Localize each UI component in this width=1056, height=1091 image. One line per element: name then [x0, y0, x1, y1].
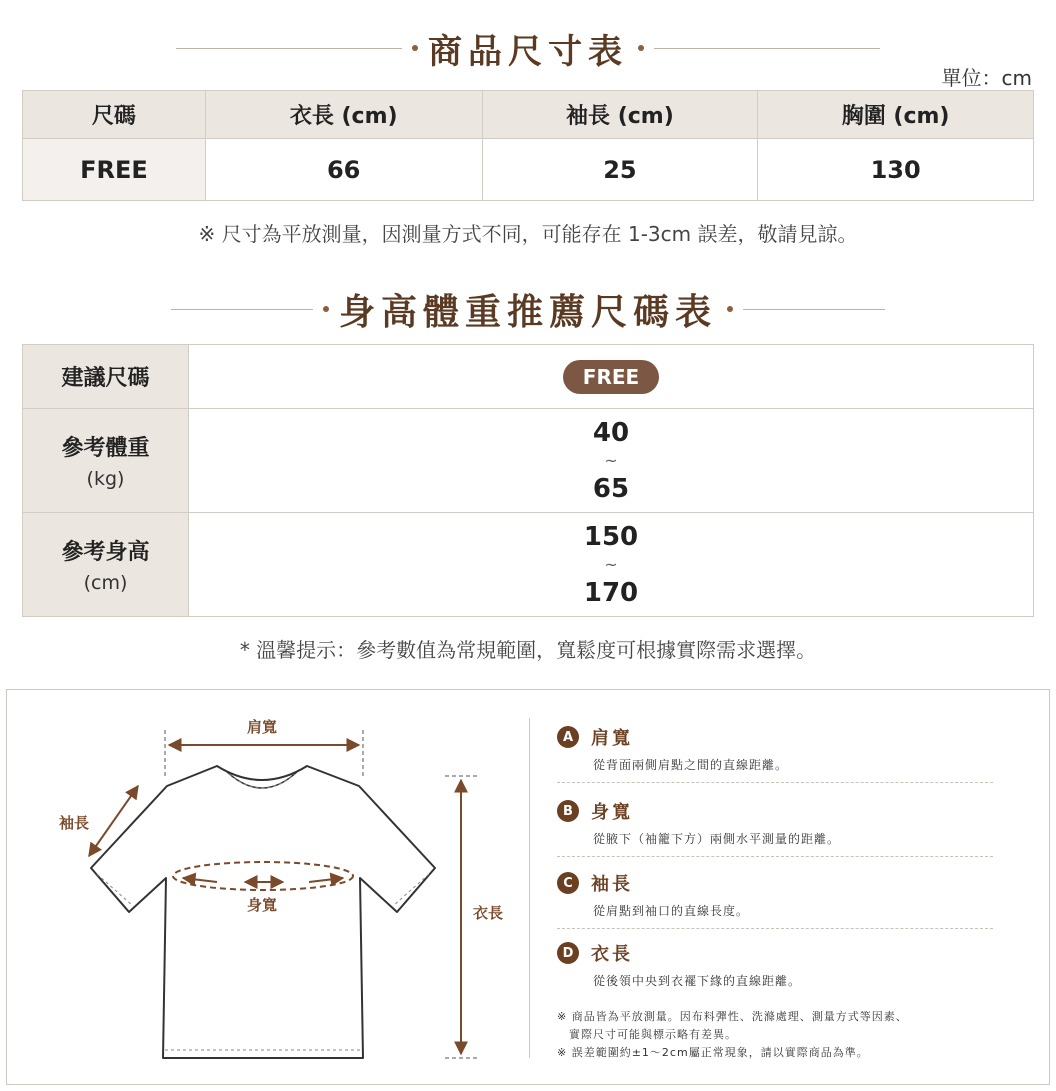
legend-desc: 從肩點到袖口的直線長度。	[593, 904, 750, 918]
title-dot-left	[412, 45, 418, 51]
table-row	[23, 513, 1034, 617]
title-divider-left	[176, 48, 402, 49]
size-badge: FREE	[563, 360, 659, 394]
legend-badge: D	[557, 942, 579, 964]
size-chart-title-bar	[0, 24, 1056, 72]
shoulder-label: 肩寬	[247, 718, 278, 736]
legend-title: 衣長	[591, 944, 633, 965]
list-item	[557, 870, 993, 919]
legend-desc: 從後領中央到衣襬下緣的直線距離。	[593, 974, 802, 988]
sleeve-cell: 25	[482, 139, 758, 201]
height-label: 參考身高	[61, 540, 150, 565]
title-divider-left	[171, 309, 313, 310]
table-row	[23, 409, 1034, 513]
unit-label: 單位：cm	[941, 66, 1032, 90]
height-min: 150	[583, 521, 639, 552]
legend-divider	[557, 782, 993, 783]
weight-label-cell	[23, 409, 189, 513]
diagram-divider	[529, 718, 530, 1058]
size-table-header: 袖長 (cm)	[482, 91, 758, 139]
size-chart-title: 商品尺寸表	[428, 31, 628, 72]
title-dot-left	[323, 306, 329, 312]
list-item	[557, 940, 993, 989]
weight-max: 65	[592, 473, 630, 504]
title-dot-right	[638, 45, 644, 51]
fine-print-line: ※ 誤差範圍約±1～2cm屬正常現象，請以實際商品為準。	[557, 1046, 869, 1059]
weight-label: 參考體重	[61, 436, 150, 461]
list-item	[557, 724, 993, 773]
size-cell: FREE	[23, 139, 206, 201]
legend-divider	[557, 856, 993, 857]
legend-title: 身寬	[591, 802, 633, 823]
recommend-size-cell	[189, 345, 1034, 409]
chest-cell: 130	[758, 139, 1034, 201]
size-table-header-row	[23, 91, 1034, 139]
weight-min: 40	[592, 417, 630, 448]
chest-label: 身寬	[247, 896, 278, 914]
measurement-diagram	[6, 689, 1050, 1085]
legend-desc: 從腋下（袖籠下方）兩側水平測量的距離。	[593, 832, 841, 846]
recommend-size-label: 建議尺碼	[23, 345, 189, 409]
legend-title: 袖長	[591, 874, 633, 895]
title-divider-right	[743, 309, 885, 310]
size-table-header: 胸圍 (cm)	[758, 91, 1034, 139]
recommend-chart-note: * 溫馨提示：參考數值為常規範圍，寬鬆度可根據實際需求選擇。	[239, 638, 817, 662]
fine-print-line: 實際尺寸可能與標示略有差異。	[557, 1028, 737, 1041]
size-table-header: 衣長 (cm)	[205, 91, 482, 139]
range-tilde: ~	[604, 450, 618, 470]
recommend-chart-title: 身高體重推薦尺碼表	[338, 290, 717, 333]
sleeve-label: 袖長	[59, 814, 90, 832]
size-chart-note: ※ 尺寸為平放測量，因測量方式不同，可能存在 1-3cm 誤差，敬請見諒。	[198, 222, 858, 246]
fine-print-line: ※ 商品皆為平放測量。因布料彈性、洗滌處理、測量方式等因素、	[557, 1010, 908, 1023]
height-label-cell	[23, 513, 189, 617]
table-row	[23, 139, 1034, 201]
legend-badge: C	[557, 872, 579, 894]
height-max: 170	[583, 577, 639, 608]
weight-range-cell	[189, 409, 1034, 513]
legend-title: 肩寬	[591, 728, 633, 749]
range-tilde: ~	[604, 554, 618, 574]
length-cell: 66	[205, 139, 482, 201]
fine-print	[557, 1008, 1017, 1062]
height-range-cell	[189, 513, 1034, 617]
height-unit: (cm)	[83, 572, 128, 594]
recommend-table	[22, 344, 1034, 617]
recommend-chart-title-bar	[0, 284, 1056, 334]
title-divider-right	[654, 48, 880, 49]
legend-divider	[557, 928, 993, 929]
length-label: 衣長	[473, 904, 504, 922]
legend-desc: 從背面兩側肩點之間的直線距離。	[593, 758, 789, 772]
weight-unit: (kg)	[86, 468, 125, 490]
size-table	[22, 90, 1034, 201]
list-item	[557, 798, 993, 847]
table-row	[23, 345, 1034, 409]
size-table-header: 尺碼	[23, 91, 206, 139]
legend-badge: A	[557, 726, 579, 748]
legend-badge: B	[557, 800, 579, 822]
title-dot-right	[727, 306, 733, 312]
